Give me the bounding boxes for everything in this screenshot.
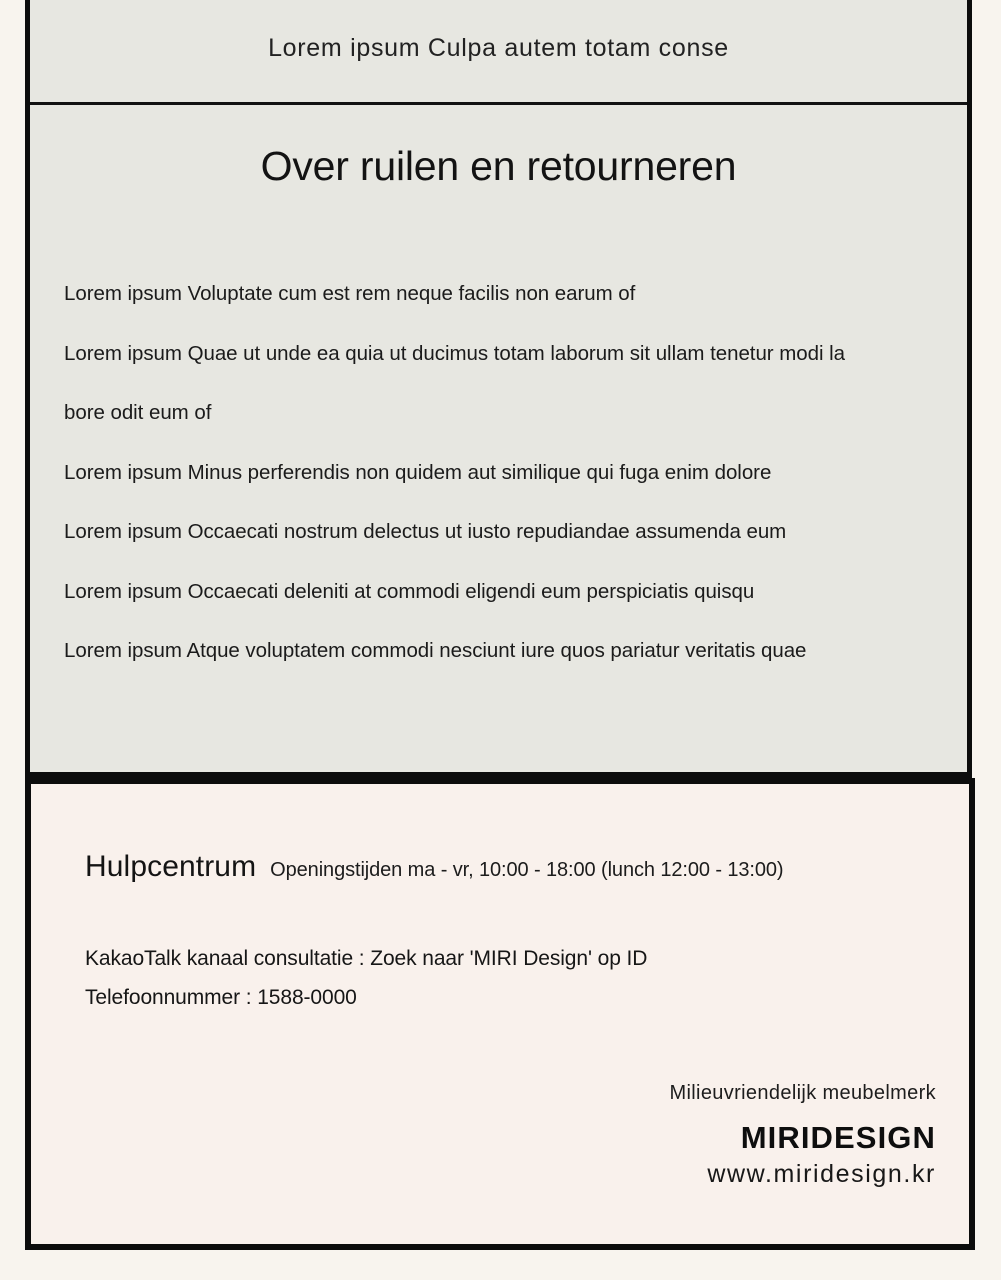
panel-header [30,0,967,105]
contact-phone: Telefoonnummer : 1588-0000 [85,986,357,1009]
help-center-row [85,850,783,884]
policy-paragraph: Lorem ipsum Occaecati deleniti at commodi eligendi eum perspiciatis quisqu [64,579,755,603]
policy-panel [25,0,972,778]
contact-kakaotalk: KakaoTalk kanaal consultatie : Zoek naar 'MIRI Design' op ID [85,947,648,970]
policy-paragraph: Lorem ipsum Voluptate cum est rem neque facilis non earum of [64,282,636,305]
policy-paragraph: Lorem ipsum Occaecati nostrum delectus ut iusto repudiandae assumenda eum [64,520,787,543]
policy-paragraph: Lorem ipsum Minus perferendis non quidem aut similique qui fuga enim dolore [64,460,772,484]
brand-block [669,1082,936,1188]
page-title: Over ruilen en retourneren [260,143,737,189]
policy-paragraph: Lorem ipsum Atque voluptatem commodi nesciunt iure quos pariatur veritatis quae [64,639,807,662]
footer-panel [25,778,975,1250]
policy-paragraph: Lorem ipsum Quae ut unde ea quia ut ducimus totam laborum sit ullam tenetur modi la [64,341,845,365]
policy-paragraph: bore odit eum of [64,401,212,424]
help-center-title: Hulpcentrum [85,850,257,883]
brand-tagline: Milieuvriendelijk meubelmerk [669,1081,936,1104]
panel-body [30,105,967,772]
brand-website-url: www.miridesign.kr [707,1159,936,1188]
brand-name: MIRIDESIGN [740,1119,936,1155]
help-center-hours: Openingstijden ma - vr, 10:00 - 18:00 (lunch 12:00 - 13:00) [270,859,784,881]
contact-block [85,939,647,1017]
policy-paragraph-list [64,264,939,681]
header-title: Lorem ipsum Culpa autem totam conse [268,33,729,62]
